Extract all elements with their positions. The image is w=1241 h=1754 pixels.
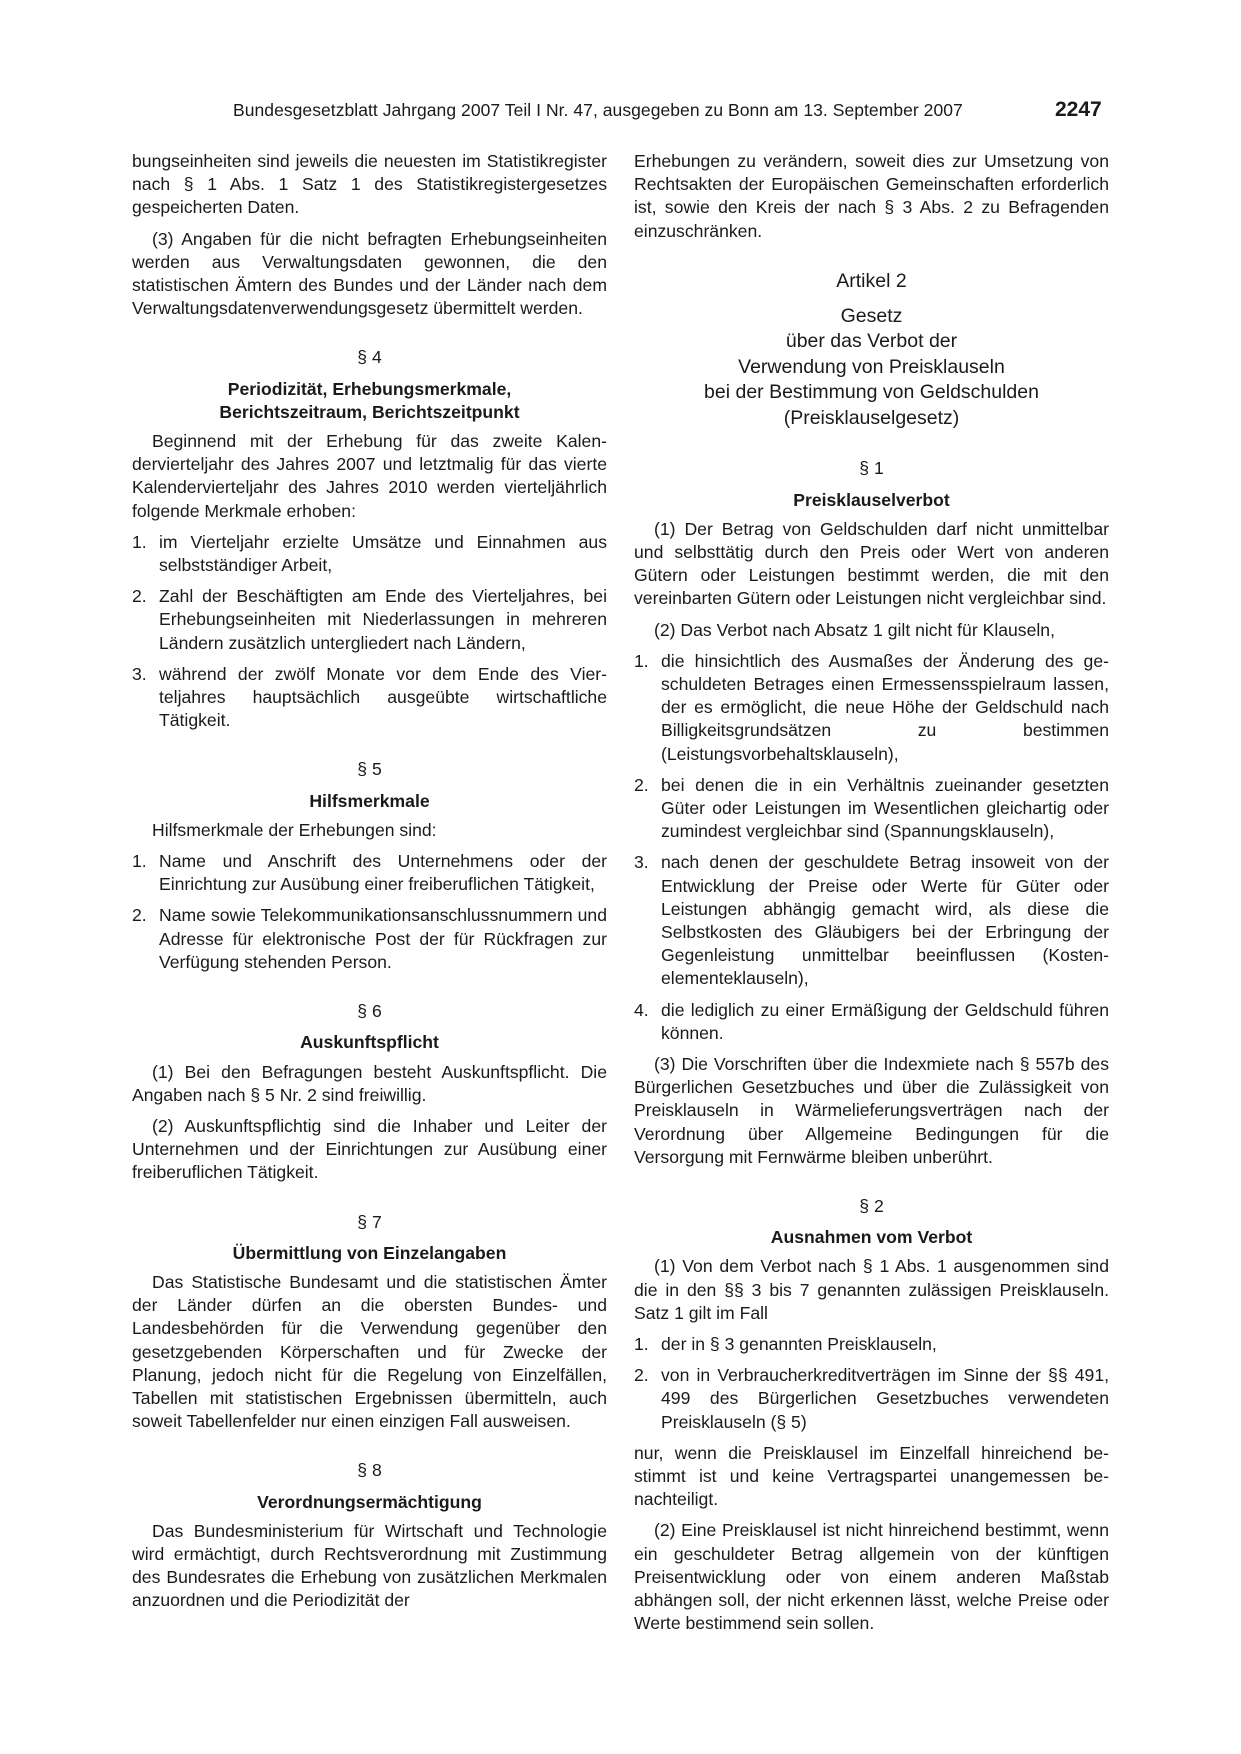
list-item-number: 1. [132,531,147,552]
right-column [634,150,1109,1643]
list-item [634,650,1109,766]
section-1-list [634,650,1109,1045]
section-2-list [634,1333,1109,1434]
left-column [132,150,607,1621]
section-1-paragraph-1: (1) Der Betrag von Geldschulden darf nicht unmittelbar und selbsttätig durch den Preis oder Wert von anderen Gütern oder Leistungen bestimmt werden, die mit den vereinbarten Gütern oder Leistungen nicht vergleichbar sind. [634,518,1109,609]
section-6-paragraph-2: (2) Auskunftspflichtig sind die Inhaber und Leiter der Unternehmen und der Einrichtungen zur Ausübung einer freiberuflichen Tätigkeit. [132,1115,607,1183]
section-4-intro: Beginnend mit der Erhebung für das zweite Kalendervierteljahr des Jahres 2007 und letztmalig für das vierte Kalendervierteljahr des Jahres 2010 werden vierteljährlich folgende Merkmale erhoben: [132,431,607,521]
section-number-8: § 8 [357,1460,382,1481]
article-title-line: Verwendung von Preisklauseln [738,355,1005,378]
list-item-text: von in Verbraucherkreditverträgen im Sinne der §§ 491, 499 des Bürgerlichen Gesetzbuches verwendeten Preisklauseln (§ 5) [661,1365,1109,1432]
paragraph-continuation: bungseinheiten sind jeweils die neuesten im Statistikregister nach § 1 Abs. 1 Satz 1 des Statistikregistergesetzes gespeicherten Daten. [132,151,607,218]
list-item [634,1364,1109,1434]
list-item [132,904,607,974]
list-item-number: 2. [132,905,147,926]
list-item [634,999,1109,1045]
section-1-paragraph-3: (3) Die Vorschriften über die Indexmiete nach § 557b des Bürgerlichen Gesetzbuches und über die Zulässigkeit von Preisklauseln in Wärmelieferungsverträgen nach der Verordnung über Allgemeine Bedingungen für die Versorgung mit Fernwärme bleiben unberührt. [634,1053,1109,1167]
list-item-number: 2. [634,774,649,795]
article-title [634,304,1109,432]
list-item-text: der in § 3 genannten Preisklauseln, [661,1334,937,1355]
paragraph-continuation: Erhebungen zu verändern, soweit dies zur Umsetzung von Rechtsakten der Europäischen Gemeinschaften erforderlich ist, sowie den Kreis der nach § 3 Abs. 2 zu Befragenden einzuschränken. [634,151,1109,241]
list-item-number: 4. [634,999,649,1020]
list-item [132,531,607,577]
list-item-text: Name und Anschrift des Unternehmens oder der Einrichtung zur Ausübung einer freiberuflichen Tätigkeit, [159,851,607,895]
list-item-text: im Vierteljahr erzielte Umsätze und Einnahmen aus selbstständiger Arbeit, [159,531,607,576]
article-title-line: (Preisklauselgesetz) [783,406,960,429]
section-2-paragraph-2: (2) Eine Preisklausel ist nicht hinreichend bestimmt, wenn ein geschuldeter Betrag allgemein von der künftigen Preisentwicklung oder von einem anderen Maßstab abhängen soll, der nicht erkennen lässt, welche Preise oder Werte bestimmend sein sollen. [634,1520,1109,1634]
section-6-paragraph-1: (1) Bei den Befragungen besteht Auskunftspflicht. Die Angaben nach § 5 Nr. 2 sind freiwillig. [132,1061,607,1105]
list-item-text: Zahl der Beschäftigten am Ende des Vierteljahres, bei Erhebungseinheiten mit Niederlassungen in mehreren Ländern zusätzlich untergliedert nach Ländern, [159,586,607,653]
section-7-paragraph-1: Das Statistische Bundesamt und die statistischen Ämter der Länder dürfen an die obersten Bundes- und Landesbehörden für die Verwendung gegenüber den gesetzgebenden Körperschaften und für Zwecke der Planung, jedoch nicht für die Regelung von Einzelfällen, Tabellen mit statistischen Ergebnissen übermitteln, auch soweit Tabellenfelder nur einen einzigen Fall ausweisen. [132,1271,607,1432]
section-title-5: Hilfsmerkmale [309,790,430,811]
section-5-intro: Hilfsmerkmale der Erhebungen sind: [152,819,437,840]
article-title-line: bei der Bestimmung von Geldschulden [704,381,1039,404]
list-item-text: Name sowie Telekommunikationsanschlussnummern und Adresse für elektronische Post der für Rückfragen zur Verfügung stehenden Person. [159,905,607,972]
list-item-number: 3. [634,852,649,873]
section-number-2: § 2 [859,1196,884,1216]
section-8-paragraph-1: Das Bundesministerium für Wirtschaft und Technologie wird ermächtigt, durch Rechtsverordnung mit Zustimmung des Bundesrates die Erhebung von zusätzlichen Merkmalen anzuordnen und die Periodizität der [132,1520,607,1611]
section-number-4: § 4 [357,347,382,368]
article-title-line: Gesetz [840,304,903,327]
list-item [132,850,607,896]
list-item-text: die lediglich zu einer Ermäßigung der Geldschuld führen können. [661,999,1109,1043]
section-5-list [132,850,607,974]
section-2-paragraph-1: (1) Von dem Verbot nach § 1 Abs. 1 ausgenommen sind die in den §§ 3 bis 7 genannten zulässigen Preisklauseln. Satz 1 gilt im Fall [634,1256,1109,1323]
article-heading: Artikel 2 [836,269,907,292]
list-item [634,774,1109,844]
section-title-6: Auskunftspflicht [300,1032,439,1053]
running-title: Bundesgesetzblatt Jahrgang 2007 Teil I Nr. 47, ausgegeben zu Bonn am 13. September 2007 [233,100,963,120]
section-1-paragraph-2: (2) Das Verbot nach Absatz 1 gilt nicht für Klauseln, [654,619,1055,640]
section-title-8: Verordnungsermächtigung [257,1491,482,1512]
paragraph-3-3: (3) Angaben für die nicht befragten Erhebungseinheiten werden aus Verwaltungsdaten gewonnen, die den statistischen Ämtern des Bundes und der Länder nach dem Verwaltungsdatenverwendungsgesetz übermittelt werden. [132,228,607,319]
section-number-1: § 1 [859,458,884,479]
list-item-text: nach denen der geschuldete Betrag insoweit von der Entwicklung der Preise oder Werte für Güter oder Leistungen abhängig gemacht wird, als diese die Selbstkosten des Gläubigers bei der Erbringung der Gegenleistung unmittelbar beeinflussen (Kostenelementeklauseln), [661,852,1109,989]
list-item [132,585,607,655]
list-item-text: bei denen die in ein Verhältnis zueinander gesetzten Güter oder Leistungen im Wesentlichen gleichartig oder zumindest vergleichbar sind (Spannungsklauseln), [661,774,1109,842]
list-item-text: die hinsichtlich des Ausmaßes der Änderung des geschuldeten Betrages einen Ermessensspielraum lassen, der es ermöglicht, die neue Höhe der Geldschuld nach Billigkeitsgrundsätzen zu bestimmen (Leistungsvorbehaltsklauseln), [661,650,1109,764]
list-item-number: 3. [132,663,147,684]
section-title-4-line-1: Periodizität, Erhebungsmerkmale, [227,378,512,399]
list-item-number: 1. [132,851,147,872]
section-title-2: Ausnahmen vom Verbot [770,1227,973,1248]
list-item [634,1333,1109,1356]
article-title-line: über das Verbot der [785,330,958,353]
section-number-7: § 7 [357,1211,382,1232]
section-title-4 [132,378,607,424]
section-title-4-line-2: Berichtszeitraum, Berichtszeitpunkt [219,401,520,422]
page-number: 2247 [1055,98,1102,121]
list-item [634,851,1109,990]
section-number-5: § 5 [357,759,382,780]
list-item-number: 2. [634,1365,649,1386]
list-item-number: 1. [634,1334,649,1355]
list-item-number: 1. [634,650,649,671]
list-item-number: 2. [132,586,147,607]
section-4-list [132,531,607,733]
section-2-paragraph-after-list: nur, wenn die Preisklausel im Einzelfall hinreichend bestimmt ist und keine Vertragspartei unangemessen benachteiligt. [634,1442,1109,1510]
section-title-1: Preisklauselverbot [793,489,950,510]
section-title-7: Übermittlung von Einzelangaben [232,1242,507,1263]
list-item [132,663,607,733]
section-number-6: § 6 [357,1001,382,1022]
list-item-text: während der zwölf Monate vor dem Ende des Vierteljahres hauptsächlich ausgeübte wirtschaftliche Tätigkeit. [159,663,607,731]
